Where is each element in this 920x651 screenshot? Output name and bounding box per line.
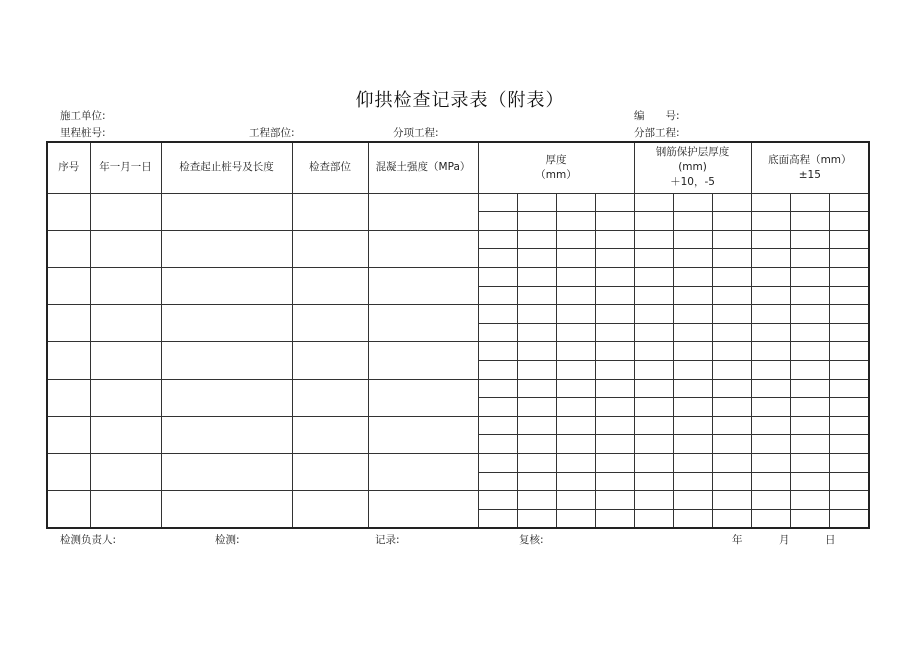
measurement-cell[interactable] bbox=[517, 491, 556, 510]
measurement-cell[interactable] bbox=[790, 491, 829, 510]
form-title: 仰拱检查记录表（附表） bbox=[355, 90, 565, 111]
table-row bbox=[47, 491, 869, 510]
measurement-cell[interactable] bbox=[829, 472, 869, 491]
measurement-cell[interactable] bbox=[829, 509, 869, 528]
measurement-cell[interactable] bbox=[634, 398, 673, 417]
measurement-cell[interactable] bbox=[673, 454, 712, 473]
measurement-cell[interactable] bbox=[634, 323, 673, 342]
measurement-cell[interactable] bbox=[829, 342, 869, 361]
measurement-cell[interactable] bbox=[556, 454, 595, 473]
measurement-cell[interactable] bbox=[478, 509, 517, 528]
measurement-cell[interactable] bbox=[517, 398, 556, 417]
measurement-cell[interactable] bbox=[712, 509, 751, 528]
measurement-cell[interactable] bbox=[634, 342, 673, 361]
table-cell[interactable] bbox=[47, 416, 90, 453]
measurement-cell[interactable] bbox=[556, 379, 595, 398]
header-strength: 混凝土强度（MPa） bbox=[368, 142, 478, 193]
measurement-cell[interactable] bbox=[751, 491, 790, 510]
table-cell[interactable] bbox=[292, 491, 368, 528]
table-cell[interactable] bbox=[47, 454, 90, 491]
measurement-cell[interactable] bbox=[751, 323, 790, 342]
measurement-cell[interactable] bbox=[712, 491, 751, 510]
header-elevation bbox=[751, 142, 869, 193]
measurement-cell[interactable] bbox=[595, 491, 634, 510]
measurement-cell[interactable] bbox=[478, 491, 517, 510]
measurement-cell[interactable] bbox=[634, 267, 673, 286]
measurement-cell[interactable] bbox=[673, 435, 712, 454]
measurement-cell[interactable] bbox=[751, 379, 790, 398]
measurement-cell[interactable] bbox=[556, 398, 595, 417]
thickness-unit: （mm） bbox=[535, 168, 577, 181]
table-cell[interactable] bbox=[368, 305, 478, 342]
measurement-cell[interactable] bbox=[595, 509, 634, 528]
measurement-cell[interactable] bbox=[517, 360, 556, 379]
measurement-cell[interactable] bbox=[751, 435, 790, 454]
measurement-cell[interactable] bbox=[517, 454, 556, 473]
chief-inspector-label: 检测负责人: bbox=[60, 534, 117, 546]
header-chainage: 检查起止桩号及长度 bbox=[161, 142, 292, 193]
measurement-cell[interactable] bbox=[751, 267, 790, 286]
measurement-cell[interactable] bbox=[634, 454, 673, 473]
day-label: 日 bbox=[825, 534, 836, 546]
measurement-cell[interactable] bbox=[517, 509, 556, 528]
measurement-cell[interactable] bbox=[673, 509, 712, 528]
measurement-cell[interactable] bbox=[829, 491, 869, 510]
measurement-cell[interactable] bbox=[556, 193, 595, 212]
measurement-cell[interactable] bbox=[478, 230, 517, 249]
table-cell[interactable] bbox=[368, 416, 478, 453]
measurement-cell[interactable] bbox=[751, 509, 790, 528]
measurement-cell[interactable] bbox=[595, 379, 634, 398]
measurement-cell[interactable] bbox=[517, 230, 556, 249]
measurement-cell[interactable] bbox=[829, 454, 869, 473]
table-cell[interactable] bbox=[292, 379, 368, 416]
measurement-cell[interactable] bbox=[517, 193, 556, 212]
measurement-cell[interactable] bbox=[829, 212, 869, 231]
table-cell[interactable] bbox=[368, 267, 478, 304]
table-cell[interactable] bbox=[90, 416, 161, 453]
measurement-cell[interactable] bbox=[673, 342, 712, 361]
table-row bbox=[47, 267, 869, 286]
measurement-cell[interactable] bbox=[751, 342, 790, 361]
table-cell[interactable] bbox=[90, 230, 161, 267]
measurement-cell[interactable] bbox=[673, 360, 712, 379]
measurement-cell[interactable] bbox=[712, 286, 751, 305]
measurement-cell[interactable] bbox=[478, 267, 517, 286]
measurement-cell[interactable] bbox=[634, 193, 673, 212]
measurement-cell[interactable] bbox=[556, 249, 595, 268]
measurement-cell[interactable] bbox=[517, 416, 556, 435]
measurement-cell[interactable] bbox=[790, 416, 829, 435]
measurement-cell[interactable] bbox=[556, 305, 595, 324]
table-cell[interactable] bbox=[292, 305, 368, 342]
table-cell[interactable] bbox=[292, 416, 368, 453]
measurement-cell[interactable] bbox=[829, 360, 869, 379]
measurement-cell[interactable] bbox=[556, 212, 595, 231]
measurement-cell[interactable] bbox=[517, 435, 556, 454]
table-cell[interactable] bbox=[90, 342, 161, 379]
measurement-cell[interactable] bbox=[712, 305, 751, 324]
measurement-cell[interactable] bbox=[790, 509, 829, 528]
header-thickness bbox=[478, 142, 634, 193]
measurement-cell[interactable] bbox=[829, 230, 869, 249]
measurement-cell[interactable] bbox=[712, 454, 751, 473]
table-body bbox=[47, 193, 869, 528]
inspector-label: 检测: bbox=[215, 534, 240, 546]
measurement-cell[interactable] bbox=[517, 323, 556, 342]
thickness-title: 厚度 bbox=[545, 153, 567, 166]
measurement-cell[interactable] bbox=[517, 472, 556, 491]
measurement-cell[interactable] bbox=[634, 305, 673, 324]
measurement-cell[interactable] bbox=[673, 416, 712, 435]
table-cell[interactable] bbox=[90, 491, 161, 528]
measurement-cell[interactable] bbox=[790, 249, 829, 268]
measurement-cell[interactable] bbox=[556, 230, 595, 249]
measurement-cell[interactable] bbox=[478, 212, 517, 231]
measurement-cell[interactable] bbox=[673, 193, 712, 212]
table-row bbox=[47, 193, 869, 212]
measurement-cell[interactable] bbox=[751, 416, 790, 435]
measurement-cell[interactable] bbox=[478, 454, 517, 473]
measurement-cell[interactable] bbox=[478, 193, 517, 212]
measurement-cell[interactable] bbox=[712, 379, 751, 398]
measurement-cell[interactable] bbox=[712, 398, 751, 417]
measurement-cell[interactable] bbox=[595, 454, 634, 473]
measurement-cell[interactable] bbox=[478, 472, 517, 491]
measurement-cell[interactable] bbox=[478, 398, 517, 417]
measurement-cell[interactable] bbox=[673, 267, 712, 286]
measurement-cell[interactable] bbox=[751, 212, 790, 231]
recorder-label: 记录: bbox=[375, 534, 400, 546]
measurement-cell[interactable] bbox=[556, 416, 595, 435]
table-cell[interactable] bbox=[292, 193, 368, 230]
measurement-cell[interactable] bbox=[556, 435, 595, 454]
header-date: 年一月一日 bbox=[90, 142, 161, 193]
measurement-cell[interactable] bbox=[634, 230, 673, 249]
measurement-cell[interactable] bbox=[790, 193, 829, 212]
table-cell[interactable] bbox=[368, 454, 478, 491]
measurement-cell[interactable] bbox=[478, 305, 517, 324]
measurement-cell[interactable] bbox=[751, 472, 790, 491]
measurement-cell[interactable] bbox=[634, 212, 673, 231]
measurement-cell[interactable] bbox=[751, 193, 790, 212]
measurement-cell[interactable] bbox=[595, 267, 634, 286]
measurement-cell[interactable] bbox=[673, 305, 712, 324]
measurement-cell[interactable] bbox=[595, 323, 634, 342]
measurement-cell[interactable] bbox=[712, 249, 751, 268]
measurement-cell[interactable] bbox=[751, 249, 790, 268]
measurement-cell[interactable] bbox=[790, 472, 829, 491]
measurement-cell[interactable] bbox=[634, 416, 673, 435]
measurement-cell[interactable] bbox=[829, 267, 869, 286]
table-cell[interactable] bbox=[292, 267, 368, 304]
measurement-cell[interactable] bbox=[712, 230, 751, 249]
measurement-cell[interactable] bbox=[790, 212, 829, 231]
table-header-row bbox=[47, 142, 869, 193]
measurement-cell[interactable] bbox=[712, 267, 751, 286]
table-cell[interactable] bbox=[161, 379, 292, 416]
table-cell[interactable] bbox=[161, 230, 292, 267]
table-cell[interactable] bbox=[161, 267, 292, 304]
measurement-cell[interactable] bbox=[595, 435, 634, 454]
measurement-cell[interactable] bbox=[790, 323, 829, 342]
measurement-cell[interactable] bbox=[790, 454, 829, 473]
measurement-cell[interactable] bbox=[478, 249, 517, 268]
table-row bbox=[47, 416, 869, 435]
measurement-cell[interactable] bbox=[829, 435, 869, 454]
table-row bbox=[47, 379, 869, 398]
table-cell[interactable] bbox=[368, 193, 478, 230]
measurement-cell[interactable] bbox=[790, 267, 829, 286]
measurement-cell[interactable] bbox=[751, 454, 790, 473]
measurement-cell[interactable] bbox=[634, 286, 673, 305]
measurement-cell[interactable] bbox=[478, 323, 517, 342]
header-seq: 序号 bbox=[47, 142, 90, 193]
measurement-cell[interactable] bbox=[634, 472, 673, 491]
measurement-cell[interactable] bbox=[673, 286, 712, 305]
measurement-cell[interactable] bbox=[556, 472, 595, 491]
measurement-cell[interactable] bbox=[595, 398, 634, 417]
measurement-cell[interactable] bbox=[751, 305, 790, 324]
measurement-cell[interactable] bbox=[829, 379, 869, 398]
measurement-cell[interactable] bbox=[712, 193, 751, 212]
measurement-cell[interactable] bbox=[829, 249, 869, 268]
measurement-cell[interactable] bbox=[556, 342, 595, 361]
month-label: 月 bbox=[779, 534, 790, 546]
measurement-cell[interactable] bbox=[712, 416, 751, 435]
elevation-title: 底面高程（mm） bbox=[768, 153, 852, 166]
measurement-cell[interactable] bbox=[634, 249, 673, 268]
measurement-cell[interactable] bbox=[673, 230, 712, 249]
year-label: 年 bbox=[732, 534, 743, 546]
measurement-cell[interactable] bbox=[634, 435, 673, 454]
measurement-cell[interactable] bbox=[478, 416, 517, 435]
measurement-cell[interactable] bbox=[595, 230, 634, 249]
measurement-cell[interactable] bbox=[712, 472, 751, 491]
table-cell[interactable] bbox=[292, 342, 368, 379]
table-row bbox=[47, 230, 869, 249]
measurement-cell[interactable] bbox=[517, 305, 556, 324]
reviewer-label: 复核: bbox=[519, 534, 544, 546]
measurement-cell[interactable] bbox=[595, 286, 634, 305]
measurement-cell[interactable] bbox=[829, 193, 869, 212]
serial-number-label: 编 号: bbox=[634, 110, 680, 122]
measurement-cell[interactable] bbox=[595, 305, 634, 324]
header-cover bbox=[634, 142, 751, 193]
measurement-cell[interactable] bbox=[790, 360, 829, 379]
table-cell[interactable] bbox=[90, 305, 161, 342]
measurement-cell[interactable] bbox=[829, 305, 869, 324]
measurement-cell[interactable] bbox=[517, 267, 556, 286]
measurement-cell[interactable] bbox=[517, 286, 556, 305]
measurement-cell[interactable] bbox=[595, 472, 634, 491]
table-cell[interactable] bbox=[161, 193, 292, 230]
measurement-cell[interactable] bbox=[790, 286, 829, 305]
table-cell[interactable] bbox=[161, 342, 292, 379]
table-row bbox=[47, 305, 869, 324]
measurement-cell[interactable] bbox=[712, 212, 751, 231]
measurement-cell[interactable] bbox=[712, 342, 751, 361]
measurement-cell[interactable] bbox=[829, 286, 869, 305]
measurement-cell[interactable] bbox=[556, 360, 595, 379]
measurement-cell[interactable] bbox=[634, 360, 673, 379]
measurement-cell[interactable] bbox=[634, 509, 673, 528]
measurement-cell[interactable] bbox=[517, 379, 556, 398]
measurement-cell[interactable] bbox=[829, 398, 869, 417]
measurement-cell[interactable] bbox=[634, 491, 673, 510]
header-location: 检查部位 bbox=[292, 142, 368, 193]
table-row bbox=[47, 454, 869, 473]
measurement-cell[interactable] bbox=[556, 286, 595, 305]
measurement-cell[interactable] bbox=[751, 286, 790, 305]
table-cell[interactable] bbox=[90, 267, 161, 304]
table-cell[interactable] bbox=[47, 379, 90, 416]
cover-title: 钢筋保护层厚度 bbox=[655, 146, 730, 159]
table-cell[interactable] bbox=[47, 230, 90, 267]
measurement-cell[interactable] bbox=[673, 379, 712, 398]
measurement-cell[interactable] bbox=[673, 249, 712, 268]
measurement-cell[interactable] bbox=[790, 342, 829, 361]
cover-unit: (mm) bbox=[678, 161, 707, 174]
measurement-cell[interactable] bbox=[556, 323, 595, 342]
table-cell[interactable] bbox=[47, 491, 90, 528]
table-cell[interactable] bbox=[368, 491, 478, 528]
table-row bbox=[47, 342, 869, 361]
measurement-cell[interactable] bbox=[595, 416, 634, 435]
measurement-cell[interactable] bbox=[595, 212, 634, 231]
measurement-cell[interactable] bbox=[478, 435, 517, 454]
elevation-tolerance: ±15 bbox=[798, 168, 821, 181]
measurement-cell[interactable] bbox=[829, 323, 869, 342]
measurement-cell[interactable] bbox=[517, 249, 556, 268]
table-cell[interactable] bbox=[368, 342, 478, 379]
table-cell[interactable] bbox=[292, 454, 368, 491]
measurement-cell[interactable] bbox=[751, 398, 790, 417]
measurement-cell[interactable] bbox=[478, 342, 517, 361]
sub-item-project-label: 分项工程: bbox=[393, 127, 439, 139]
table-cell[interactable] bbox=[161, 491, 292, 528]
table-cell[interactable] bbox=[368, 379, 478, 416]
measurement-cell[interactable] bbox=[751, 230, 790, 249]
measurement-cell[interactable] bbox=[673, 398, 712, 417]
cover-tolerance: ＋10，-5 bbox=[670, 176, 715, 189]
measurement-cell[interactable] bbox=[556, 267, 595, 286]
inspection-table bbox=[46, 141, 870, 529]
measurement-cell[interactable] bbox=[478, 360, 517, 379]
table-cell[interactable] bbox=[90, 454, 161, 491]
measurement-cell[interactable] bbox=[595, 193, 634, 212]
table-cell[interactable] bbox=[47, 342, 90, 379]
measurement-cell[interactable] bbox=[634, 379, 673, 398]
division-project-label: 分部工程: bbox=[634, 127, 680, 139]
measurement-cell[interactable] bbox=[829, 416, 869, 435]
table-cell[interactable] bbox=[161, 305, 292, 342]
measurement-cell[interactable] bbox=[478, 286, 517, 305]
measurement-cell[interactable] bbox=[517, 212, 556, 231]
table-cell[interactable] bbox=[292, 230, 368, 267]
measurement-cell[interactable] bbox=[595, 342, 634, 361]
measurement-cell[interactable] bbox=[556, 491, 595, 510]
measurement-cell[interactable] bbox=[790, 379, 829, 398]
measurement-cell[interactable] bbox=[790, 435, 829, 454]
table-cell[interactable] bbox=[47, 193, 90, 230]
table-cell[interactable] bbox=[161, 454, 292, 491]
measurement-cell[interactable] bbox=[751, 360, 790, 379]
table-cell[interactable] bbox=[47, 305, 90, 342]
measurement-cell[interactable] bbox=[478, 379, 517, 398]
project-part-label: 工程部位: bbox=[249, 127, 295, 139]
table-cell[interactable] bbox=[368, 230, 478, 267]
table-cell[interactable] bbox=[47, 267, 90, 304]
measurement-cell[interactable] bbox=[790, 305, 829, 324]
measurement-cell[interactable] bbox=[595, 249, 634, 268]
measurement-cell[interactable] bbox=[673, 323, 712, 342]
measurement-cell[interactable] bbox=[712, 360, 751, 379]
construction-unit-label: 施工单位: bbox=[60, 110, 106, 122]
mileage-label: 里程桩号: bbox=[60, 127, 106, 139]
measurement-cell[interactable] bbox=[595, 360, 634, 379]
measurement-cell[interactable] bbox=[790, 230, 829, 249]
measurement-cell[interactable] bbox=[712, 323, 751, 342]
measurement-cell[interactable] bbox=[517, 342, 556, 361]
measurement-cell[interactable] bbox=[673, 212, 712, 231]
measurement-cell[interactable] bbox=[673, 491, 712, 510]
table-cell[interactable] bbox=[90, 193, 161, 230]
measurement-cell[interactable] bbox=[790, 398, 829, 417]
measurement-cell[interactable] bbox=[673, 472, 712, 491]
table-cell[interactable] bbox=[161, 416, 292, 453]
measurement-cell[interactable] bbox=[556, 509, 595, 528]
table-cell[interactable] bbox=[90, 379, 161, 416]
measurement-cell[interactable] bbox=[712, 435, 751, 454]
